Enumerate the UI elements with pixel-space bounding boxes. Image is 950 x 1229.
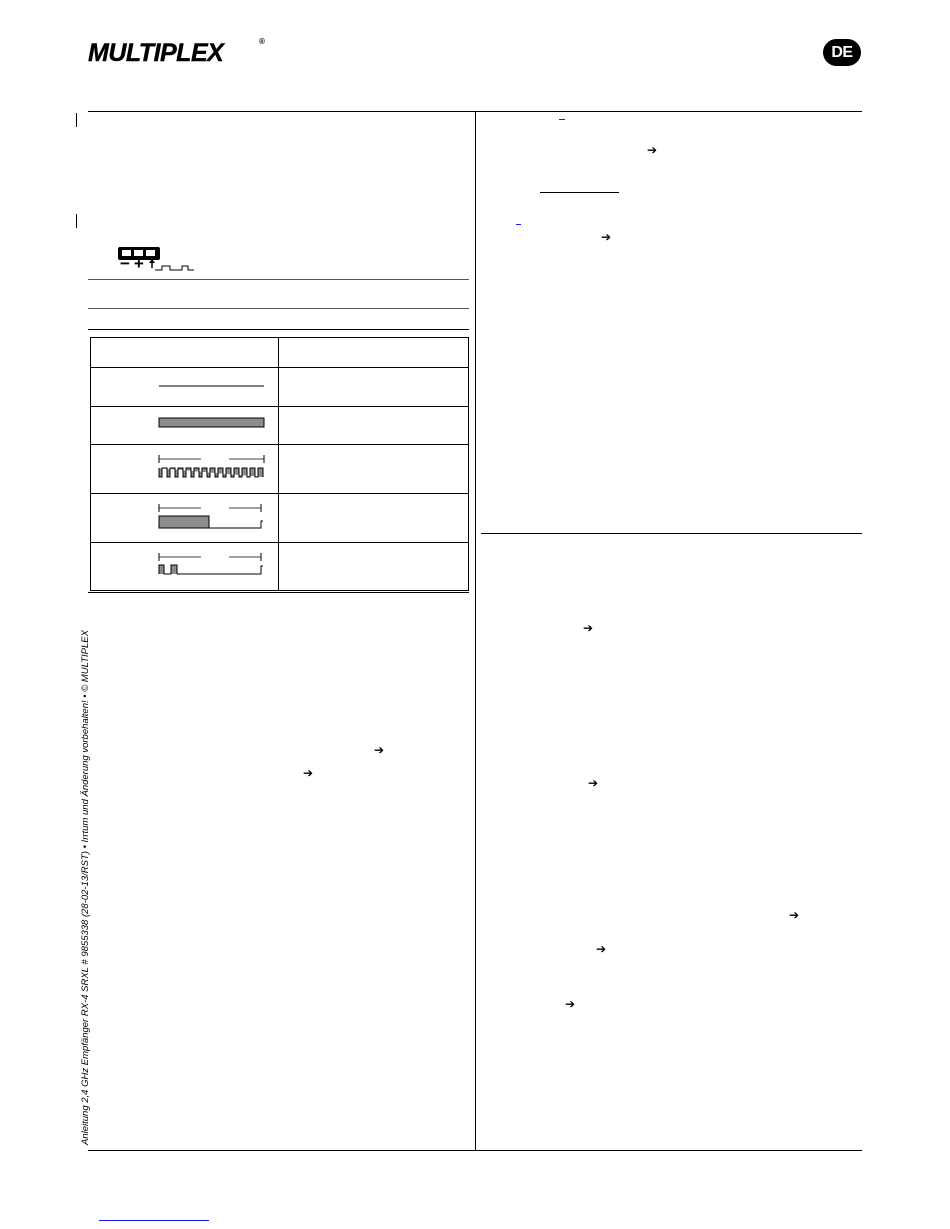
table-row xyxy=(91,338,469,368)
table-row xyxy=(91,368,469,407)
led-description-cell xyxy=(279,494,469,543)
led-pattern-off xyxy=(91,368,278,401)
servo-connector-diagram xyxy=(116,246,198,272)
logo-text: MULTIPLEX xyxy=(88,39,224,67)
underline-rule xyxy=(540,192,619,193)
bottom-divider xyxy=(88,1150,862,1151)
section-divider xyxy=(88,308,469,309)
right-arrow-icon: ➔ xyxy=(647,143,658,157)
led-pattern-on xyxy=(91,407,278,439)
right-arrow-icon: ➔ xyxy=(303,766,314,780)
registered-mark: ® xyxy=(259,37,265,46)
led-pattern-double-blink xyxy=(91,543,278,585)
footer-link-underline[interactable] xyxy=(99,1220,209,1221)
led-pattern-cell xyxy=(91,445,279,494)
led-description-cell xyxy=(279,543,469,591)
section-divider xyxy=(88,279,469,280)
column-divider xyxy=(475,111,476,1151)
right-arrow-icon: ➔ xyxy=(374,743,385,757)
superscript-mark xyxy=(516,224,521,225)
table-row xyxy=(91,445,469,494)
table-row xyxy=(91,407,469,445)
led-pattern-cell xyxy=(91,368,279,407)
led-pattern-long-on xyxy=(91,494,278,537)
right-arrow-icon: ➔ xyxy=(565,997,576,1011)
table-row xyxy=(91,543,469,591)
section-heading-rule xyxy=(88,329,469,330)
led-status-table xyxy=(90,337,469,591)
change-bar xyxy=(76,214,77,228)
led-pattern-fast-blink xyxy=(91,445,278,488)
led-pattern-cell xyxy=(91,407,279,445)
multiplex-logo xyxy=(88,37,268,67)
right-arrow-icon: ➔ xyxy=(789,908,800,922)
table-header-cell xyxy=(91,338,279,368)
table-row xyxy=(91,494,469,543)
change-bar xyxy=(76,113,77,127)
led-description-cell xyxy=(279,445,469,494)
document-footer-vertical-text: Anleitung 2,4 GHz Empfänger RX-4 SRXL # 9855338 (28-02-13/RST) • Irrtum und Änderung vorbehalten! • © MULTIPLEX xyxy=(80,630,91,1145)
led-description-cell xyxy=(279,407,469,445)
led-pattern-cell xyxy=(91,543,279,591)
section-heading-rule xyxy=(88,592,469,593)
superscript-mark xyxy=(559,119,565,120)
language-badge: DE xyxy=(823,39,861,66)
section-heading-rule xyxy=(481,533,862,534)
right-arrow-icon: ➔ xyxy=(596,942,607,956)
right-arrow-icon: ➔ xyxy=(588,776,599,790)
led-description-cell xyxy=(279,368,469,407)
polarity-labels: −+ xyxy=(120,254,148,273)
right-arrow-icon: ➔ xyxy=(601,230,612,244)
table-header-cell xyxy=(279,338,469,368)
led-pattern-cell xyxy=(91,494,279,543)
right-arrow-icon: ➔ xyxy=(583,621,594,635)
